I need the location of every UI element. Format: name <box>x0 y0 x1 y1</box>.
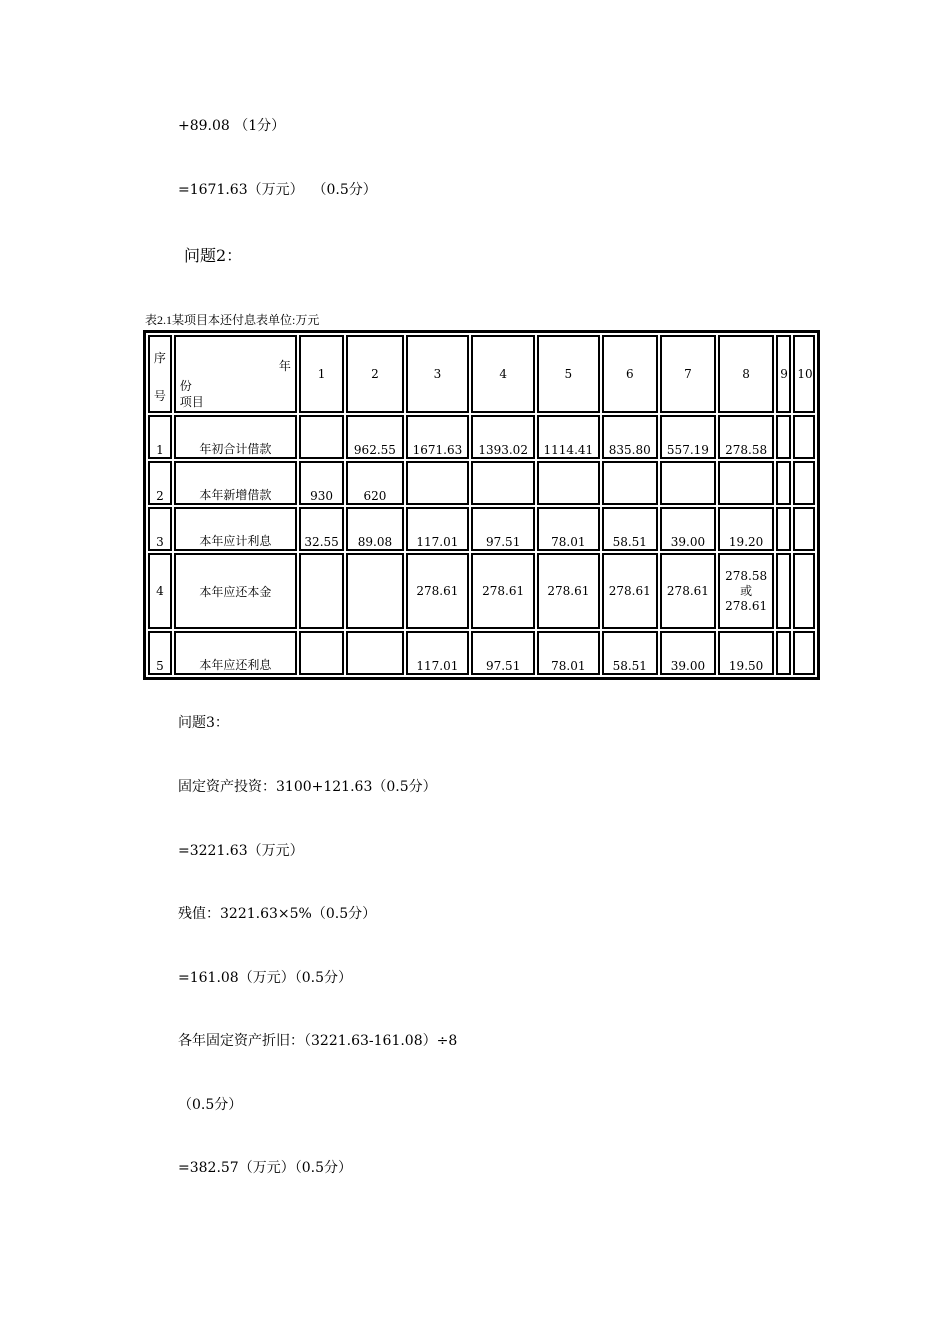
table-caption: 表2.1某项目本还付息表单位:万元 <box>145 313 320 327</box>
value-cell <box>406 461 470 505</box>
value-cell <box>602 461 658 505</box>
value-cell <box>793 631 815 675</box>
table-row <box>148 553 815 629</box>
value-cell <box>776 461 791 505</box>
value-cell <box>776 553 791 629</box>
value-cell <box>299 553 344 629</box>
year-header: 2 <box>346 335 403 413</box>
year-header: 6 <box>602 335 658 413</box>
row-item-name: 本年新增借款 <box>174 461 297 505</box>
question-2-heading: 问题2： <box>184 246 243 265</box>
value-cell: 78.01 <box>537 631 600 675</box>
value-cell: 39.00 <box>660 631 716 675</box>
value-cell: 278.58 <box>718 415 774 459</box>
item-label: 项目 <box>179 395 204 409</box>
value-cell <box>793 415 815 459</box>
year-header: 3 <box>406 335 470 413</box>
year-header: 5 <box>537 335 600 413</box>
value-cell <box>346 631 403 675</box>
value-cell: 58.51 <box>602 507 658 551</box>
value-cell: 962.55 <box>346 415 403 459</box>
q3-line-4: =161.08（万元）（0.5分） <box>178 970 352 986</box>
table-row <box>148 461 815 505</box>
seq-header-top: 序 <box>153 351 166 365</box>
question-3-heading: 问题3： <box>178 715 229 731</box>
seq-header-bottom: 号 <box>153 389 166 403</box>
value-cell: 1671.63 <box>406 415 470 459</box>
value-cell: 557.19 <box>660 415 716 459</box>
year-header: 7 <box>660 335 716 413</box>
value-cell: 89.08 <box>346 507 403 551</box>
seq-header-cell <box>148 335 172 413</box>
table-row <box>148 507 815 551</box>
year-header: 4 <box>471 335 535 413</box>
row-number: 5 <box>148 631 172 675</box>
q3-line-7: =382.57（万元）（0.5分） <box>178 1160 352 1176</box>
value-cell <box>793 507 815 551</box>
value-cell: 1114.41 <box>537 415 600 459</box>
year-header: 9 <box>776 335 791 413</box>
value-cell: 97.51 <box>471 507 535 551</box>
value-cell: 58.51 <box>602 631 658 675</box>
value-cell: 32.55 <box>299 507 344 551</box>
value-cell-year-8 <box>718 553 774 629</box>
row-number: 4 <box>148 553 172 629</box>
value-cell: 19.20 <box>718 507 774 551</box>
value-cell: 930 <box>299 461 344 505</box>
value-cell <box>776 415 791 459</box>
value-cell: 278.61 <box>406 553 470 629</box>
value-cell <box>793 553 815 629</box>
value-cell <box>346 553 403 629</box>
value-cell: 835.80 <box>602 415 658 459</box>
value-option-b: 278.61 <box>725 598 768 613</box>
fen-label: 份 <box>179 379 192 393</box>
q3-line-2: =3221.63（万元） <box>178 843 304 859</box>
q3-line-5: 各年固定资产折旧：（3221.63-161.08）÷8 <box>178 1033 458 1049</box>
value-cell <box>718 461 774 505</box>
year-label: 年 <box>278 359 291 373</box>
repayment-table <box>143 330 820 680</box>
value-cell: 278.61 <box>602 553 658 629</box>
year-item-header-cell <box>174 335 297 413</box>
formula-line-2: =1671.63（万元） （0.5分） <box>178 182 377 198</box>
value-option-a: 278.58 <box>725 568 768 583</box>
value-cell: 19.50 <box>718 631 774 675</box>
table-header-row <box>148 335 815 413</box>
value-cell <box>299 415 344 459</box>
value-cell: 78.01 <box>537 507 600 551</box>
value-cell <box>471 461 535 505</box>
formula-line-1: +89.08 （1分） <box>178 118 286 134</box>
value-cell <box>776 631 791 675</box>
value-cell: 620 <box>346 461 403 505</box>
q3-line-6: （0.5分） <box>178 1097 243 1113</box>
table-row <box>148 415 815 459</box>
row-number: 1 <box>148 415 172 459</box>
value-cell <box>299 631 344 675</box>
row-number: 3 <box>148 507 172 551</box>
row-number: 2 <box>148 461 172 505</box>
table-row <box>148 631 815 675</box>
value-cell <box>776 507 791 551</box>
row-item-name: 年初合计借款 <box>174 415 297 459</box>
value-cell: 117.01 <box>406 631 470 675</box>
row-item-name: 本年应还本金 <box>174 553 297 629</box>
value-cell: 117.01 <box>406 507 470 551</box>
q3-line-3: 残值：3221.63×5%（0.5分） <box>178 906 377 922</box>
value-cell <box>793 461 815 505</box>
value-cell <box>660 461 716 505</box>
value-cell: 39.00 <box>660 507 716 551</box>
value-or: 或 <box>740 583 753 598</box>
value-cell <box>537 461 600 505</box>
row-item-name: 本年应计利息 <box>174 507 297 551</box>
value-cell: 278.61 <box>471 553 535 629</box>
year-header: 1 <box>299 335 344 413</box>
row-item-name: 本年应还利息 <box>174 631 297 675</box>
value-cell: 278.61 <box>660 553 716 629</box>
value-cell: 1393.02 <box>471 415 535 459</box>
year-header: 10 <box>793 335 815 413</box>
value-cell: 278.61 <box>537 553 600 629</box>
q3-line-1: 固定资产投资：3100+121.63（0.5分） <box>178 779 437 795</box>
year-header: 8 <box>718 335 774 413</box>
value-cell: 97.51 <box>471 631 535 675</box>
